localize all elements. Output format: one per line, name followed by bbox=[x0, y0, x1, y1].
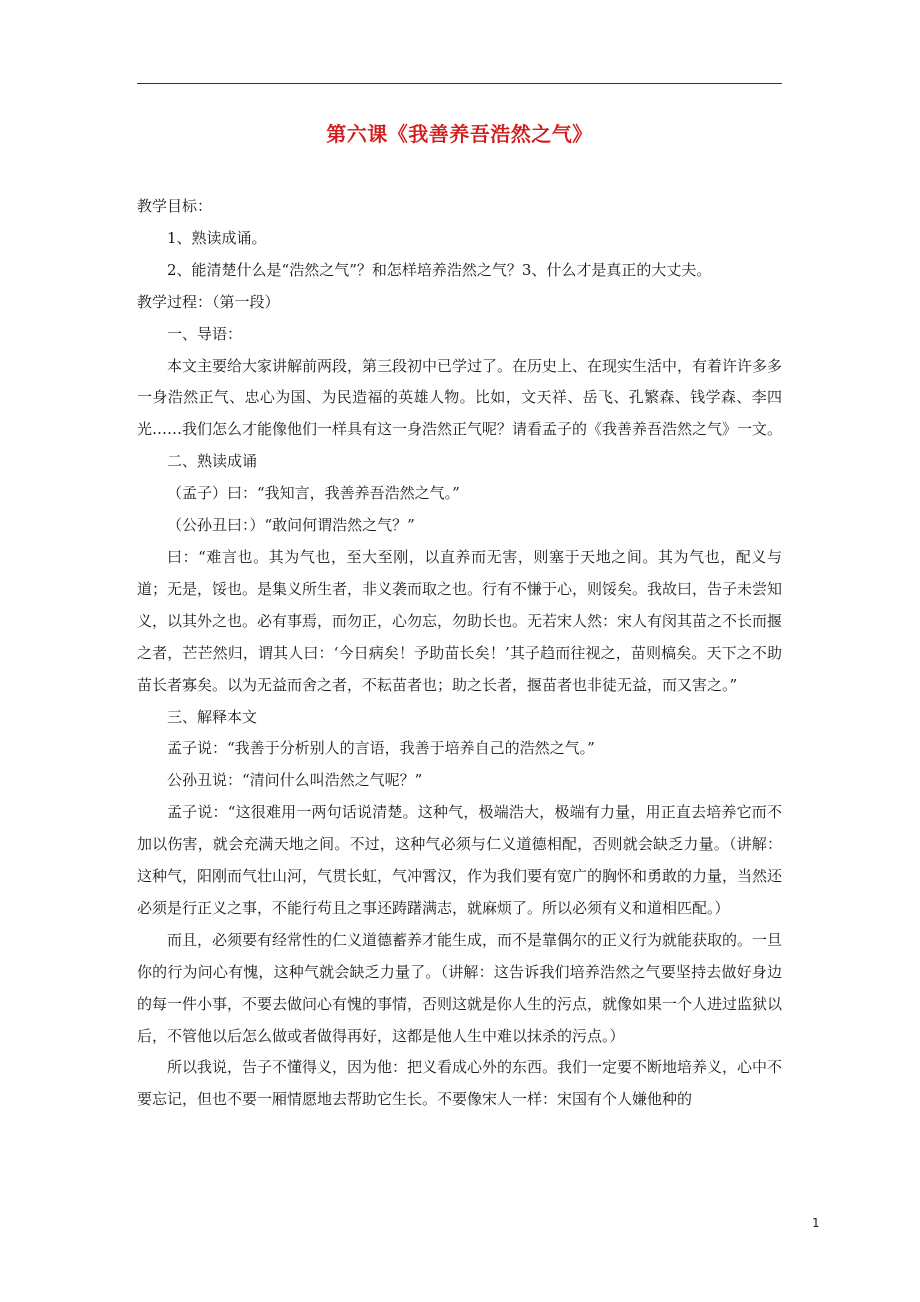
paragraph: 1、熟读成诵。 bbox=[167, 228, 267, 247]
paragraph: 公孙丑说：“清问什么叫浩然之气呢？” bbox=[167, 771, 423, 790]
paragraph: 教学目标： bbox=[137, 197, 213, 215]
paragraph: 二、熟读成诵 bbox=[167, 452, 258, 471]
page-number: 1 bbox=[812, 1216, 820, 1230]
paragraph: 孟子说：“我善于分析别人的言语，我善于培养自己的浩然之气。” bbox=[167, 739, 595, 758]
paragraph: 所以我说，告子不懂得义，因为他：把义看成心外的东西。我们一定要不断地培养义，心中不要忘记，但也不要一厢情愿地去帮助它生长。不要像宋人一样：宋国有个人嫌他种的 bbox=[137, 1058, 783, 1109]
paragraph: （孟子）曰：“我知言，我善养吾浩然之气。” bbox=[167, 484, 460, 503]
paragraph: 2、能清楚什么是“浩然之气”？和怎样培养浩然之气？3、什么才是真正的大丈夫。 bbox=[167, 260, 712, 279]
paragraph: 一、导语： bbox=[167, 324, 243, 343]
document-body bbox=[137, 191, 782, 1116]
paragraph: 三、解释本文 bbox=[167, 707, 258, 726]
page-title: 第六课《我善养吾浩然之气》 bbox=[326, 122, 593, 146]
paragraph: 而且，必须要有经常性的仁义道德蓄养才能生成，而不是靠偶尔的正义行为就能获取的。一旦你的行为问心有愧，这种气就会缺乏力量了。（讲解：这告诉我们培养浩然之气要坚持去做好身边的每一件小事，不要去做问心有愧的事情，否则这就是你人生的污点，就像如果一个人进过监狱以后，不管他以后怎么做或者做得再好，这都是他人生中难以抹杀的污点。） bbox=[137, 930, 783, 1045]
paragraph: 教学过程：（第一段） bbox=[137, 292, 280, 311]
paragraph: （公孙丑曰：）“敢问何谓浩然之气？” bbox=[167, 516, 415, 535]
paragraph: 孟子说：“这很难用一两句话说清楚。这种气，极端浩大，极端有力量，用正直去培养它而不加以伤害，就会充满天地之间。不过，这种气必须与仁义道德相配，否则就会缺乏力量。（讲解：这种气，阳刚而气壮山河，气贯长虹，气冲霄汉，作为我们要有宽广的胸怀和勇敢的力量，当然还必须是行正义之事，不能行苟且之事还踌躇满志，就麻烦了。所以必须有义和道相匹配。） bbox=[137, 803, 783, 917]
header-rule bbox=[137, 83, 782, 84]
paragraph: 曰：“难言也。其为气也，至大至刚，以直养而无害，则塞于天地之间。其为气也，配义与道；无是，馁也。是集义所生者，非义袭而取之也。行有不慊于心，则馁矣。我故曰，告子未尝知义，以其外之也。必有事焉，而勿正，心勿忘，勿助长也。无若宋人然：宋人有闵其苗之不长而揠之者，芒芒然归，谓其人曰：‘今日病矣！予助苗长矣！’其子趋而往视之，苗则槁矣。天下之不助苗长者寡矣。以为无益而舍之者，不耘苗者也；助之长者，揠苗者也非徒无益，而又害之。” bbox=[137, 547, 783, 694]
paragraph: 本文主要给大家讲解前两段，第三段初中已学过了。在历史上、在现实生活中，有着许许多多一身浩然正气、忠心为国、为民造福的英雄人物。比如，文天祥、岳飞、孔繁森、钱学森、李四光……我们怎么才能像他们一样具有这一身浩然正气呢？请看孟子的《我善养吾浩然之气》一文。 bbox=[137, 356, 783, 439]
